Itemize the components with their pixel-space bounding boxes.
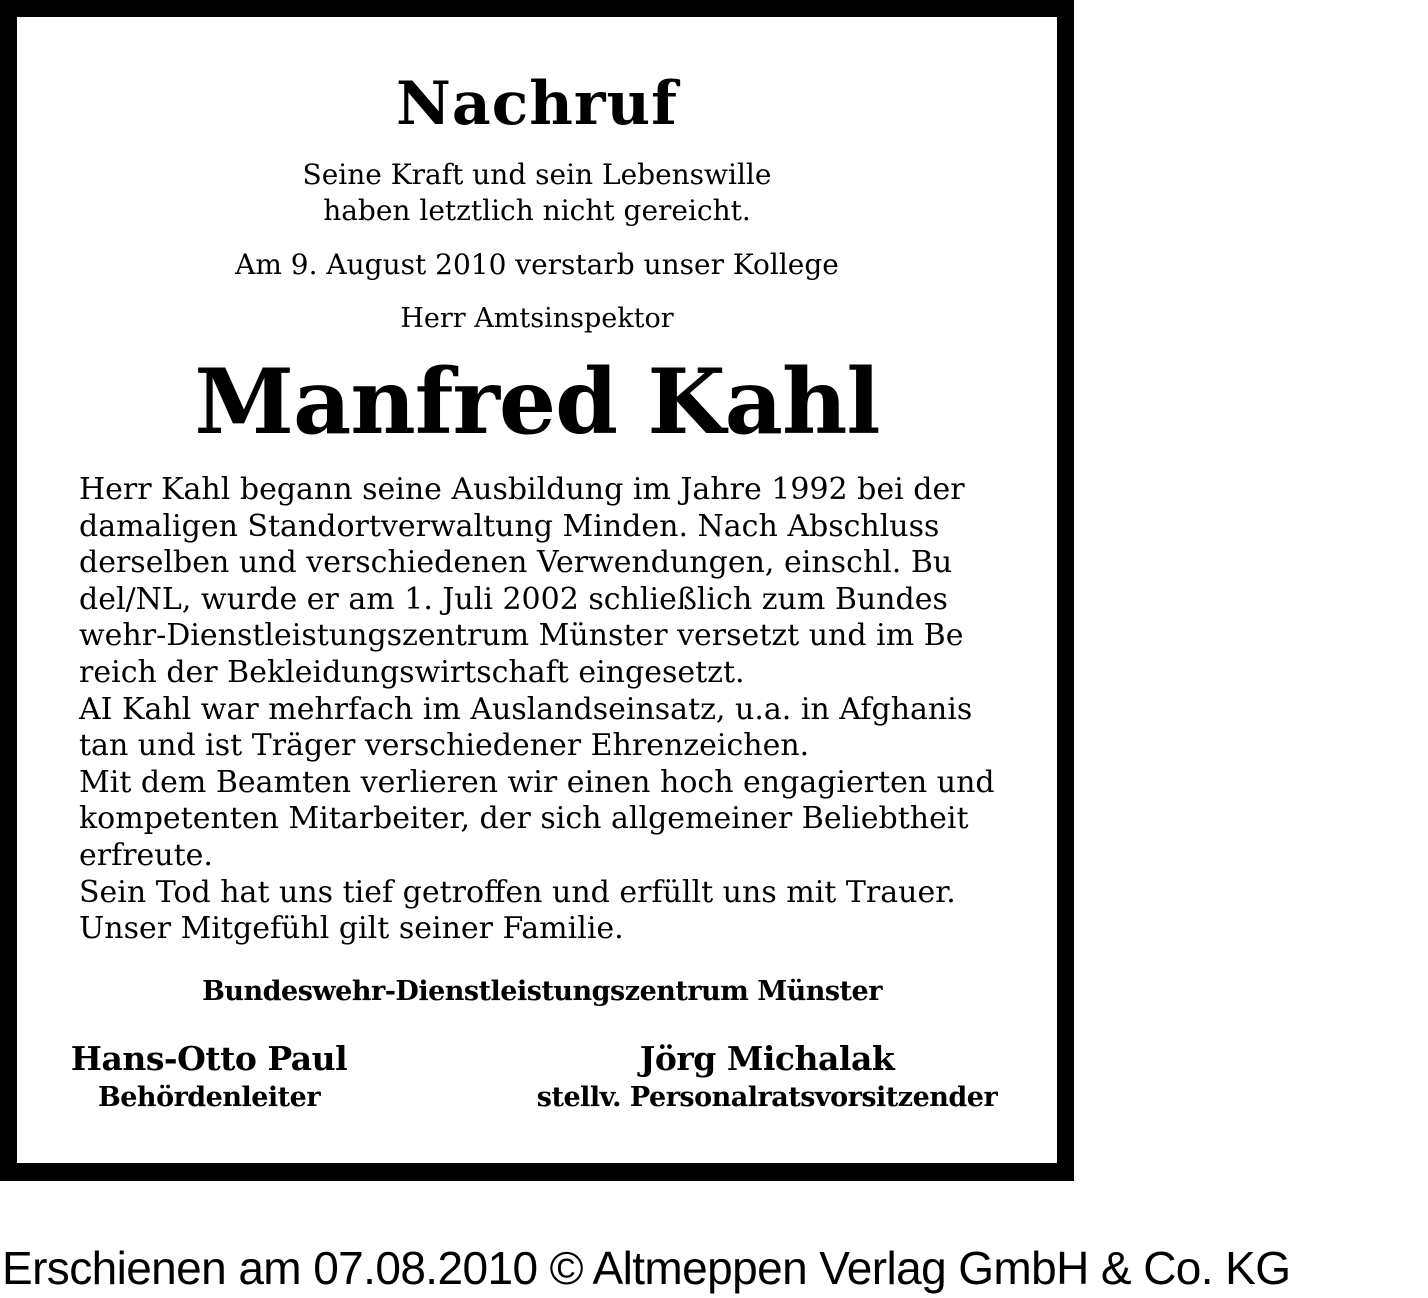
signatory-name: Hans-Otto Paul: [70, 1039, 348, 1078]
signatory-role: stellv. Personalratsvorsitzender: [536, 1082, 998, 1113]
body-line: tan und ist Träger verschiedener Ehrenzeichen.: [79, 728, 810, 764]
body-line: del/NL, wurde er am 1. Juli 2002 schließlich zum Bundes: [79, 581, 948, 617]
body-line: damaligen Standortverwaltung Minden. Nach Abschluss: [79, 508, 940, 544]
body-line: Unser Mitgefühl gilt seiner Familie.: [79, 911, 624, 947]
obituary-heading: Nachruf: [396, 69, 678, 139]
signatory-name: Jörg Michalak: [639, 1039, 895, 1078]
body-line: kompetenten Mitarbeiter, der sich allgemeiner Beliebtheit: [79, 801, 969, 837]
body-line: Herr Kahl begann seine Ausbildung im Jahre 1992 bei der: [79, 472, 965, 507]
obituary-panel: [17, 17, 1057, 1163]
signatory-role: Behördenleiter: [97, 1082, 321, 1113]
deceased-title: Herr Amtsinspektor: [400, 303, 674, 334]
death-date-line: Am 9. August 2010 verstarb unser Kollege: [235, 248, 839, 281]
signatory-right: [487, 1039, 1047, 1117]
body-line: derselben und verschiedenen Verwendungen, einschl. Bu: [79, 545, 953, 581]
deceased-name: Manfred Kahl: [194, 349, 880, 455]
body-line: AI Kahl war mehrfach im Auslandseinsatz, u.a. in Afghanis: [79, 691, 973, 727]
body-line: Sein Tod hat uns tief getroffen und erfüllt uns mit Trauer.: [79, 874, 956, 910]
body-line: reich der Bekleidungswirtschaft eingesetzt.: [79, 654, 745, 690]
intro-line-2: haben letztlich nicht gereicht.: [323, 194, 751, 227]
body-line: erfreute.: [79, 837, 213, 873]
body-line: wehr-Dienstleistungszentrum Münster versetzt und im Be: [79, 618, 964, 654]
obituary-body: [79, 472, 1039, 948]
intro-line-1: Seine Kraft und sein Lebenswille: [302, 158, 772, 191]
body-line: Mit dem Beamten verlieren wir einen hoch engagierten und: [79, 764, 995, 800]
publication-footer: Erschienen am 07.08.2010 © Altmeppen Verlag GmbH & Co. KG: [2, 1242, 1291, 1294]
organization-name: Bundeswehr-Dienstleistungszentrum Münster: [202, 976, 882, 1007]
signatory-left: [59, 1039, 359, 1117]
